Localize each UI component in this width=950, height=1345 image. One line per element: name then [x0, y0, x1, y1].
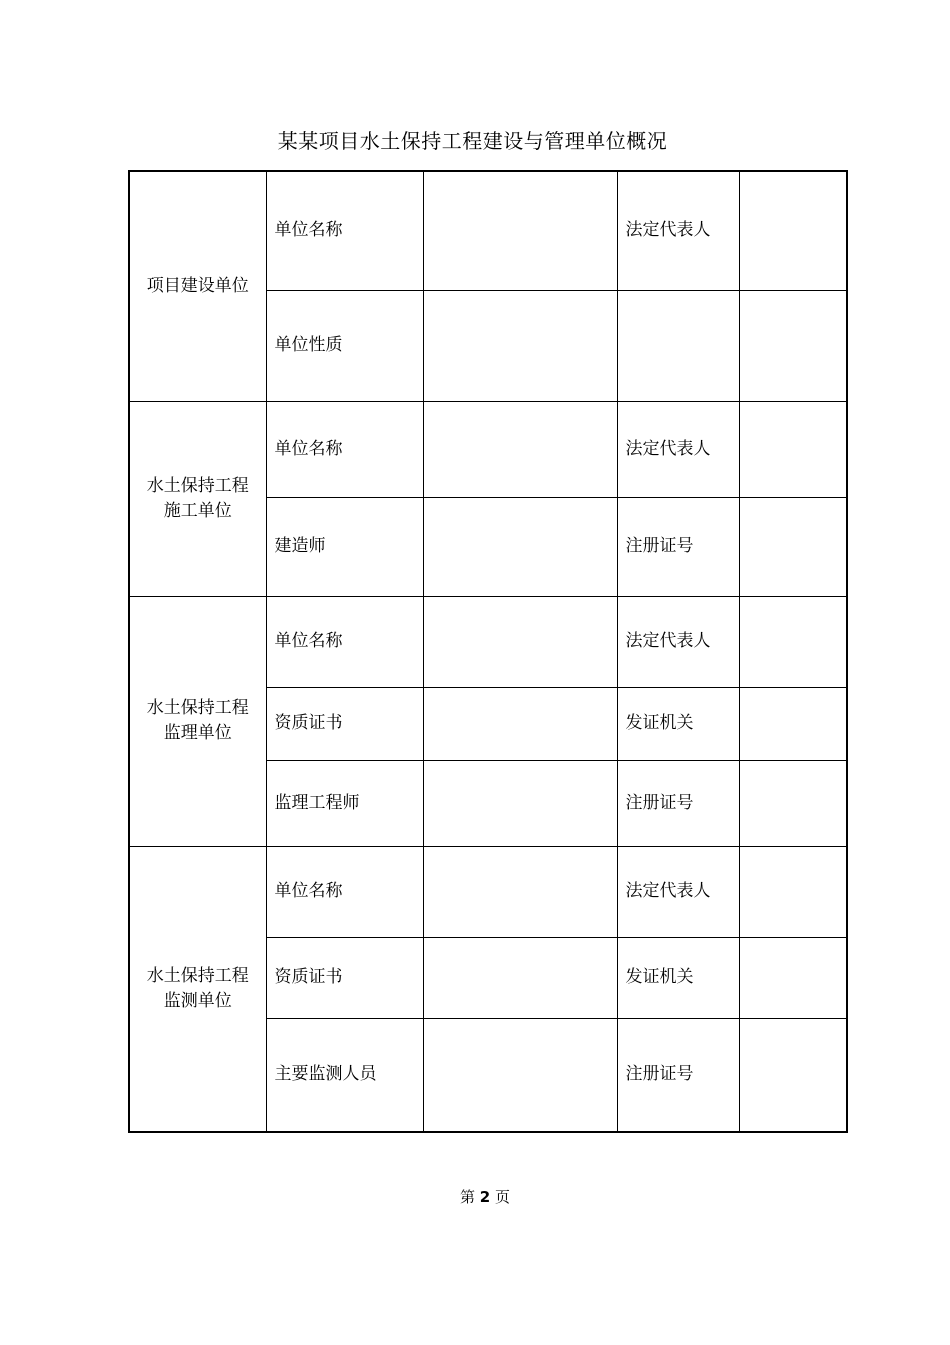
value-cell [739, 290, 847, 401]
field-label: 注册证号 [617, 1018, 739, 1132]
field-label: 发证机关 [617, 937, 739, 1018]
field-label: 单位名称 [266, 596, 423, 687]
value-cell [739, 846, 847, 937]
value-cell [739, 401, 847, 497]
field-label: 法定代表人 [617, 596, 739, 687]
value-cell [739, 937, 847, 1018]
table-row [129, 171, 847, 290]
value-cell [739, 596, 847, 687]
field-label [617, 290, 739, 401]
value-cell [739, 497, 847, 596]
field-label: 资质证书 [266, 687, 423, 760]
value-cell [739, 760, 847, 846]
value-cell [739, 687, 847, 760]
table-row [129, 401, 847, 497]
field-label: 建造师 [266, 497, 423, 596]
field-label: 法定代表人 [617, 846, 739, 937]
field-label: 单位名称 [266, 171, 423, 290]
value-cell [739, 1018, 847, 1132]
field-label: 注册证号 [617, 760, 739, 846]
table-row [129, 846, 847, 937]
group-label-supervision-unit: 水土保持工程监理单位 [129, 596, 266, 846]
value-cell [423, 937, 617, 1018]
field-label: 监理工程师 [266, 760, 423, 846]
field-label: 注册证号 [617, 497, 739, 596]
field-label: 资质证书 [266, 937, 423, 1018]
value-cell [423, 401, 617, 497]
field-label: 发证机关 [617, 687, 739, 760]
page-number-suffix: 页 [495, 1188, 511, 1206]
field-label: 法定代表人 [617, 401, 739, 497]
value-cell [423, 497, 617, 596]
page-title: 某某项目水土保持工程建设与管理单位概况 [277, 129, 668, 153]
value-cell [423, 596, 617, 687]
page-number-prefix: 第 [459, 1188, 475, 1206]
unit-overview-table [128, 170, 848, 1133]
page-number-value: 2 [479, 1188, 491, 1206]
value-cell [423, 171, 617, 290]
value-cell [423, 1018, 617, 1132]
value-cell [423, 846, 617, 937]
value-cell [423, 687, 617, 760]
value-cell [423, 760, 617, 846]
page-number [0, 1187, 950, 1207]
value-cell [739, 171, 847, 290]
group-label-contractor-unit: 水土保持工程施工单位 [129, 401, 266, 596]
table-row [129, 596, 847, 687]
value-cell [423, 290, 617, 401]
field-label: 主要监测人员 [266, 1018, 423, 1132]
field-label: 单位性质 [266, 290, 423, 401]
group-label-construction-unit: 项目建设单位 [129, 171, 266, 401]
group-label-monitoring-unit: 水土保持工程监测单位 [129, 846, 266, 1132]
field-label: 法定代表人 [617, 171, 739, 290]
field-label: 单位名称 [266, 401, 423, 497]
field-label: 单位名称 [266, 846, 423, 937]
